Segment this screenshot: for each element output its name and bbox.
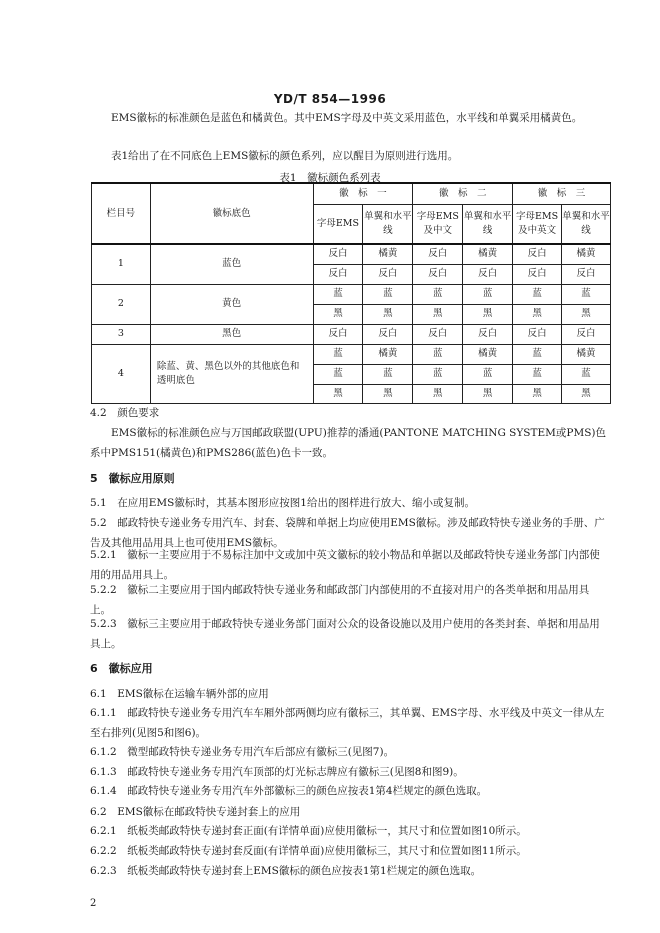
- row-background: 除蓝、黄、黑色以外的其他底色和透明底色: [150, 344, 313, 403]
- table-cell: 反白: [562, 324, 611, 344]
- table-cell: 蓝: [562, 284, 611, 304]
- table-cell: 蓝: [562, 364, 611, 384]
- table-cell: 蓝: [313, 284, 363, 304]
- table-cell: 反白: [413, 324, 463, 344]
- table-cell: 橘黄: [562, 344, 611, 364]
- header-logo-one: 徽 标 一: [313, 183, 413, 204]
- header-column-number: 栏目号: [92, 183, 151, 244]
- table-cell: 黑: [313, 304, 363, 324]
- table-cell: 反白: [313, 244, 363, 264]
- table-cell: 黑: [313, 384, 363, 403]
- table-cell: 蓝: [413, 284, 463, 304]
- intro-paragraph-2: 表1给出了在不同底色上EMS徽标的颜色系列，应以醒目为原则进行选用。: [111, 150, 459, 162]
- subheader-cell: 字母EMS: [313, 204, 363, 244]
- clause-6-2: 6.2 EMS徽标在邮政特快专递封套上的应用: [90, 806, 301, 818]
- clause-5-2-2: 5.2.2 徽标二主要应用于国内邮政特快专递业务和邮政部门内部使用的不直接对用户的各类单据和用品用具上。: [90, 584, 590, 616]
- table-cell: 黑: [463, 304, 513, 324]
- table-row: [92, 324, 611, 344]
- header-background-color: 徽标底色: [150, 183, 313, 244]
- clause-6-1-2: 6.1.2 微型邮政特快专递业务专用汽车后部应有徽标三(见图7)。: [90, 746, 395, 758]
- section-4-2-text: EMS徽标的标准颜色应与万国邮政联盟(UPU)推荐的潘通(PANTONE MATCHING SYSTEM或PMS)色系中PMS151(橘黄色)和PMS286(蓝色)色卡一致。: [90, 427, 607, 459]
- clause-6-1: 6.1 EMS徽标在运输车辆外部的应用: [90, 688, 269, 700]
- subheader-cell: 单翼和水平线: [463, 204, 513, 244]
- section-4-2-title: 4.2 颜色要求: [90, 407, 160, 419]
- table-cell: 蓝: [313, 344, 363, 364]
- table-cell: 黑: [562, 384, 611, 403]
- section-5-title: 5 徽标应用原则: [90, 472, 175, 485]
- table-cell: 反白: [363, 324, 413, 344]
- table-cell: 反白: [413, 244, 463, 264]
- table-cell: 黑: [413, 384, 463, 403]
- clause-6-1-3: 6.1.3 邮政特快专递业务专用汽车顶部的灯光标志牌应有徽标三(见图8和图9)。: [90, 766, 464, 778]
- table-cell: 反白: [513, 264, 562, 284]
- clause-6-2-1: 6.2.1 纸板类邮政特快专递封套正面(有详情单面)应使用徽标一，其尺寸和位置如图10所示。: [90, 825, 527, 837]
- table-caption: 表1 徽标颜色系列表: [279, 172, 381, 184]
- table-row: [92, 344, 611, 364]
- table-row: [92, 284, 611, 304]
- clause-6-2-3: 6.2.3 纸板类邮政特快专递封套上EMS徽标的颜色应按表1第1栏规定的颜色选取。: [90, 865, 482, 877]
- section-6-title: 6 徽标应用: [90, 662, 153, 675]
- table-cell: 蓝: [513, 284, 562, 304]
- row-background: 黑色: [150, 324, 313, 344]
- subheader-cell: 单翼和水平线: [562, 204, 611, 244]
- subheader-cell: 单翼和水平线: [363, 204, 413, 244]
- table-cell: 黑: [463, 384, 513, 403]
- table-cell: 蓝: [313, 364, 363, 384]
- clause-6-1-1: 6.1.1 邮政特快专递业务专用汽车车厢外部两侧均应有徽标三，其单翼、EMS字母、水平线及中英文一律从左至右排列(见图5和图6)。: [90, 707, 605, 739]
- row-background: 蓝色: [150, 244, 313, 284]
- table-cell: 橘黄: [562, 244, 611, 264]
- table-cell: 反白: [513, 324, 562, 344]
- table-cell: 反白: [363, 264, 413, 284]
- table-cell: 蓝: [413, 364, 463, 384]
- table-cell: 反白: [562, 264, 611, 284]
- table-cell: 反白: [413, 264, 463, 284]
- table-cell: 蓝: [463, 364, 513, 384]
- table-cell: 黑: [562, 304, 611, 324]
- table-cell: 黑: [413, 304, 463, 324]
- clause-5-2: 5.2 邮政特快专递业务专用汽车、封套、袋牌和单据上均应使用EMS徽标。涉及邮政特快专递业务的手册、广告及其他用品用具上也可使用EMS徽标。: [90, 517, 605, 549]
- subheader-cell: 字母EMS及中文: [413, 204, 463, 244]
- row-number: 1: [92, 244, 151, 284]
- row-number: 2: [92, 284, 151, 324]
- page-number: 2: [90, 898, 97, 909]
- table-cell: 橘黄: [363, 344, 413, 364]
- header-logo-three: 徽 标 三: [513, 183, 611, 204]
- document-header: YD/T 854—1996: [273, 92, 387, 106]
- table-cell: 反白: [313, 324, 363, 344]
- table-cell: 黑: [363, 304, 413, 324]
- table-cell: 橘黄: [463, 344, 513, 364]
- table-cell: 反白: [313, 264, 363, 284]
- table-cell: 黑: [513, 304, 562, 324]
- clause-5-2-1: 5.2.1 徽标一主要应用于不易标注加中文或加中英文徽标的较小物品和单据以及邮政特快专递业务部门内部使用的用品用具上。: [90, 549, 600, 581]
- subheader-cell: 字母EMS及中英文: [513, 204, 562, 244]
- table-cell: 黑: [363, 384, 413, 403]
- table-cell: 蓝: [513, 344, 562, 364]
- clause-6-1-4: 6.1.4 邮政特快专递业务专用汽车外部徽标三的颜色应按表1第4栏规定的颜色选取。: [90, 785, 488, 797]
- intro-paragraph-1: EMS徽标的标准颜色是蓝色和橘黄色。其中EMS字母及中英文采用蓝色，水平线和单翼采用橘黄色。: [111, 112, 583, 124]
- row-number: 4: [92, 344, 151, 403]
- color-series-table: [91, 182, 611, 404]
- table-cell: 反白: [513, 244, 562, 264]
- clause-5-2-3: 5.2.3 徽标三主要应用于邮政特快专递业务部门面对公众的设备设施以及用户使用的各类封套、单据和用品用具上。: [90, 618, 600, 650]
- clause-5-1: 5.1 在应用EMS徽标时，其基本图形应按图1给出的图样进行放大、缩小或复制。: [90, 497, 475, 509]
- table-row: [92, 244, 611, 264]
- table-cell: 橘黄: [363, 244, 413, 264]
- table-cell: 黑: [513, 384, 562, 403]
- table-cell: 蓝: [463, 284, 513, 304]
- table-cell: 反白: [463, 324, 513, 344]
- table-cell: 蓝: [363, 364, 413, 384]
- table-cell: 橘黄: [463, 244, 513, 264]
- row-background: 黄色: [150, 284, 313, 324]
- clause-6-2-2: 6.2.2 纸板类邮政特快专递封套反面(有详情单面)应使用徽标三，其尺寸和位置如图11所示。: [90, 845, 527, 857]
- table-cell: 蓝: [363, 284, 413, 304]
- table-cell: 蓝: [513, 364, 562, 384]
- table-cell: 反白: [463, 264, 513, 284]
- table-cell: 蓝: [413, 344, 463, 364]
- header-logo-two: 徽 标 二: [413, 183, 513, 204]
- row-number: 3: [92, 324, 151, 344]
